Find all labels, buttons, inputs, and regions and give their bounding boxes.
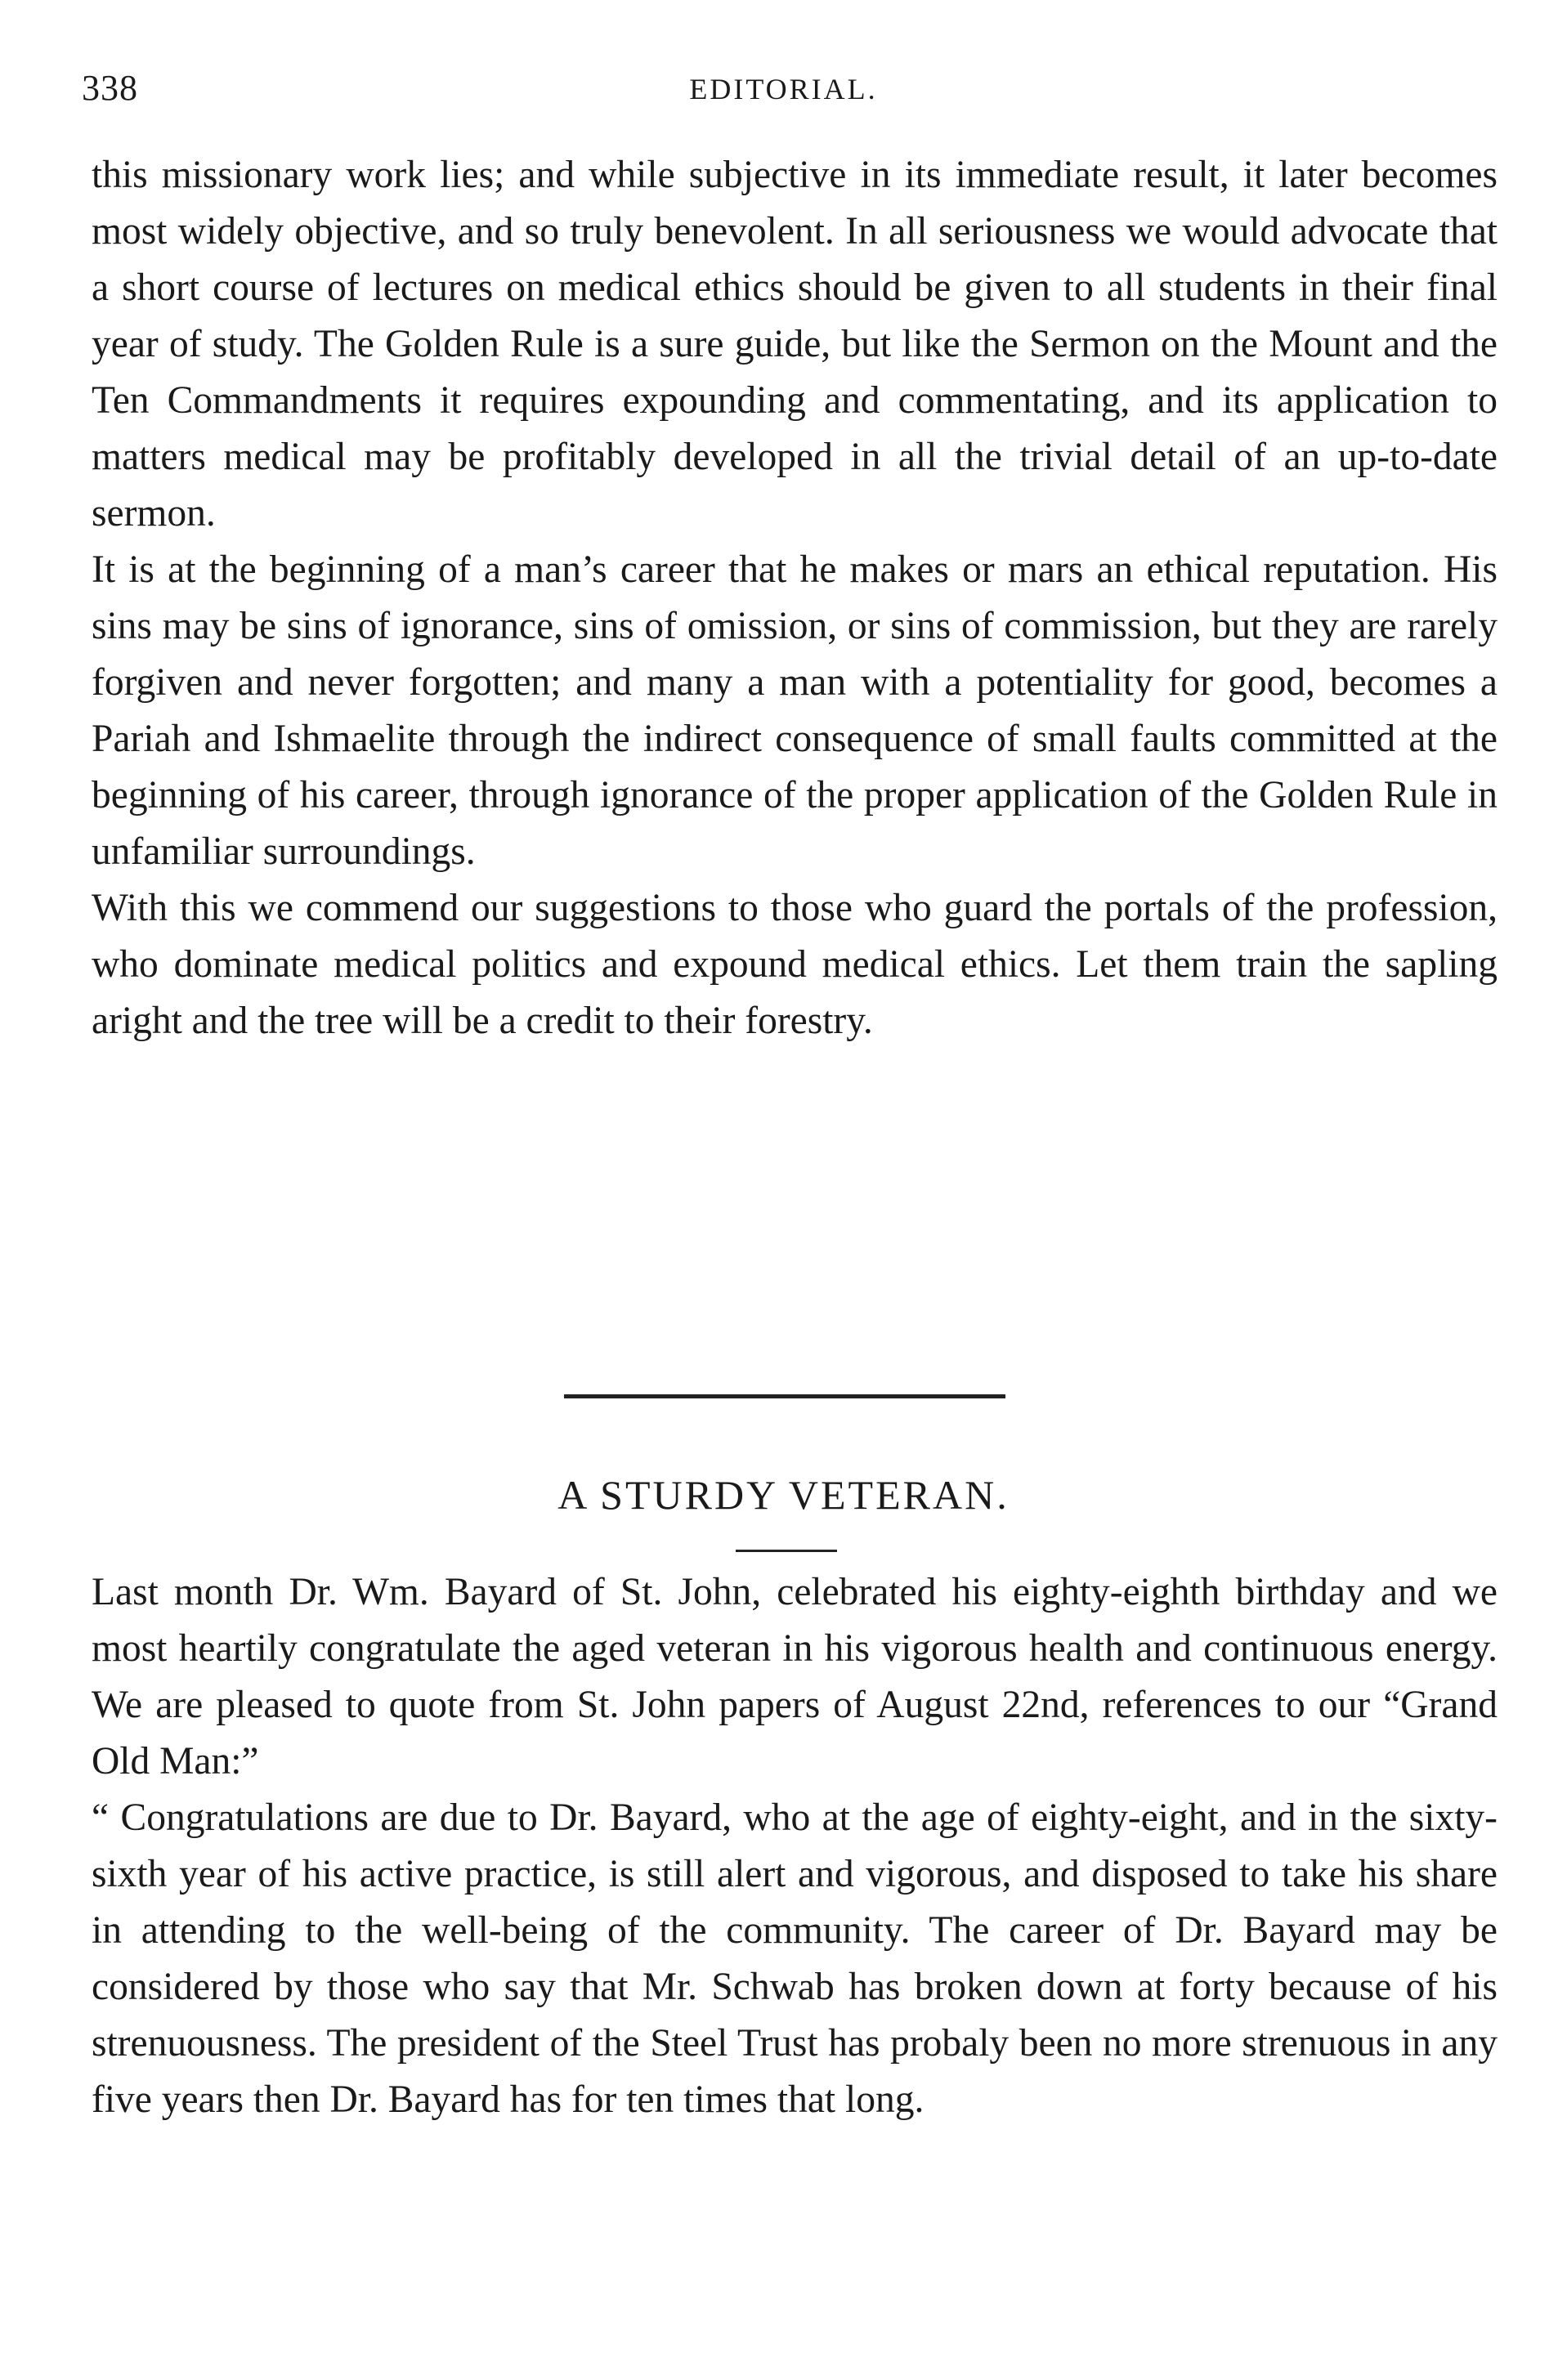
running-head xyxy=(82,67,1485,116)
article-title: A STURDY VETERAN. xyxy=(557,1472,1010,1518)
editorial-paragraph: this missionary work lies; and while subjective in its immediate result, it later becomes most widely objective, and so truly benevolent. In all seriousness we would advocate that a short course of lectures on medical ethics should be given to all students in their final year of study. The Golden Rule is a sure guide, but like the Sermon on the Mount and the Ten Commandments it requires expounding and commentating, and its application to matters medical may be profitably developed in all the trivial detail of an up-to-date sermon. xyxy=(92,154,1498,535)
article-text xyxy=(92,1564,1498,2128)
section-divider xyxy=(564,1394,1005,1398)
section-name: EDITORIAL. xyxy=(689,73,878,105)
article-paragraph: Last month Dr. Wm. Bayard of St. John, celebrated his eighty-eighth birthday and we most heartily congratulate the aged veteran in his vigorous health and continuous energy. We are pleased to quote from St. John papers of August 22nd, references to our “Grand Old Man:” xyxy=(92,1571,1498,1783)
editorial-text xyxy=(92,147,1498,1049)
title-rule xyxy=(736,1550,837,1552)
page-number: 338 xyxy=(82,68,138,108)
editorial-paragraph: It is at the beginning of a man’s career that he makes or mars an ethical reputation. His sins may be sins of ignorance, sins of omission, or sins of commission, but they are rarely forgiven and never forgotten; and many a man with a potentiality for good, becomes a Pariah and Ishmaelite through the indirect consequence of small faults committed at the beginning of his career, through ignorance of the proper application of the Golden Rule in unfamiliar surroundings. xyxy=(92,548,1498,873)
article-paragraph: “ Congratulations are due to Dr. Bayard, who at the age of eighty-eight, and in the sixty-sixth year of his active practice, is still alert and vigorous, and disposed to take his share in attending to the well-being of the community. The career of Dr. Bayard may be considered by those who say that Mr. Schwab has broken down at forty because of his strenuousness. The president of the Steel Trust has probaly been no more strenuous in any five years then Dr. Bayard has for ten times that long. xyxy=(92,1796,1498,2121)
editorial-paragraph: With this we commend our suggestions to those who guard the portals of the profession, who dominate medical politics and expound medical ethics. Let them train the sapling aright and the tree will be a credit to their forestry. xyxy=(92,887,1498,1042)
